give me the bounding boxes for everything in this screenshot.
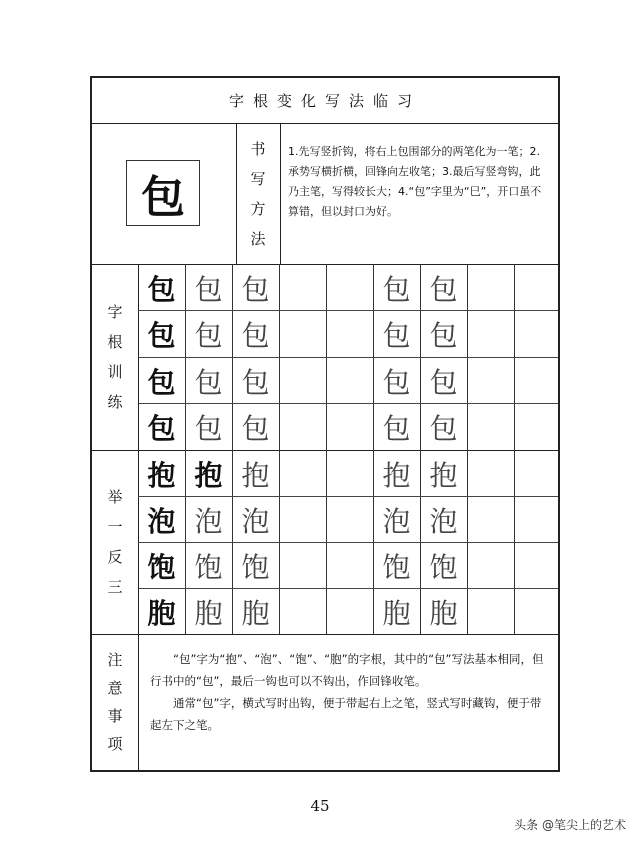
extension-label xyxy=(92,450,138,634)
label-char: 项 xyxy=(107,735,123,753)
label-char: 一 xyxy=(107,518,123,536)
practice-cell: 包 xyxy=(147,272,176,306)
label-char: 方 xyxy=(250,200,266,218)
practice-cell: 饱 xyxy=(194,550,223,584)
practice-cell: 包 xyxy=(429,365,458,399)
practice-cell: 包 xyxy=(382,411,411,445)
practice-cell: 包 xyxy=(241,318,270,352)
practice-cell: 包 xyxy=(147,318,176,352)
practice-cell: 包 xyxy=(429,318,458,352)
practice-cell: 饱 xyxy=(429,550,458,584)
practice-cell: 包 xyxy=(147,365,176,399)
notes-text xyxy=(150,648,546,736)
practice-cell: 泡 xyxy=(382,504,411,538)
method-text: 1.先写竖折钩，将右上包围部分的两笔化为一笔；2.承势写横折横，回锋向左收笔；3.最后写竖弯钩，此乃主笔，写得较长大；4.“包”字里为“巳”，开口虽不算错，但以封口为好。 xyxy=(288,145,542,218)
practice-cell: 抱 xyxy=(147,458,176,492)
practice-cell: 胞 xyxy=(194,596,223,630)
practice-cell: 胞 xyxy=(241,596,270,630)
practice-cell: 泡 xyxy=(147,504,176,538)
method-label xyxy=(236,124,280,264)
label-char: 反 xyxy=(107,548,123,566)
practice-cell: 胞 xyxy=(147,596,176,630)
practice-cell: 包 xyxy=(241,272,270,306)
label-char: 写 xyxy=(250,170,266,188)
page-number: 45 xyxy=(310,797,330,815)
practice-cell: 包 xyxy=(147,411,176,445)
label-char: 事 xyxy=(107,707,123,725)
label-char: 训 xyxy=(107,363,123,381)
grid-line xyxy=(326,264,327,634)
practice-sheet xyxy=(90,76,560,772)
practice-cell: 饱 xyxy=(382,550,411,584)
practice-cell: 包 xyxy=(194,272,223,306)
notes-paragraph: 通常“包”字，横式写时出钩，便于带起右上之笔，竖式写时藏钩，便于带起左下之笔。 xyxy=(150,696,542,732)
practice-cell: 泡 xyxy=(194,504,223,538)
practice-cell: 包 xyxy=(194,318,223,352)
label-char: 书 xyxy=(250,140,266,158)
main-character-box xyxy=(126,160,200,226)
practice-cell: 包 xyxy=(241,411,270,445)
practice-cell: 包 xyxy=(241,365,270,399)
practice-cell: 抱 xyxy=(241,458,270,492)
practice-cell: 抱 xyxy=(429,458,458,492)
notes-label xyxy=(92,634,138,770)
label-char: 举 xyxy=(107,488,123,506)
practice-cell: 抱 xyxy=(382,458,411,492)
grid-line xyxy=(467,264,468,634)
practice-cell: 饱 xyxy=(147,550,176,584)
practice-cell: 泡 xyxy=(241,504,270,538)
practice-cell: 包 xyxy=(382,365,411,399)
practice-cell: 包 xyxy=(429,272,458,306)
practice-cell: 泡 xyxy=(429,504,458,538)
label-char: 法 xyxy=(250,230,266,248)
divider xyxy=(280,124,281,264)
notes-paragraph: “包”字为“抱”、“泡”、“饱”、“胞”的字根，其中的“包”写法基本相同，但行书中的“包”，最后一钩也可以不钩出，作回锋收笔。 xyxy=(150,652,544,688)
practice-cell: 包 xyxy=(194,365,223,399)
label-char: 注 xyxy=(107,651,123,669)
label-char: 根 xyxy=(107,333,123,351)
label-char: 意 xyxy=(107,679,123,697)
grid-line xyxy=(279,264,280,634)
practice-cell: 包 xyxy=(382,318,411,352)
sheet-title: 字根变化写法临习 xyxy=(92,78,558,124)
practice-cell: 抱 xyxy=(194,458,223,492)
practice-cell: 胞 xyxy=(429,596,458,630)
practice-cell: 包 xyxy=(194,411,223,445)
practice-cell: 饱 xyxy=(241,550,270,584)
label-char: 练 xyxy=(107,393,123,411)
label-char: 字 xyxy=(107,303,123,321)
practice-cell: 胞 xyxy=(382,596,411,630)
main-character: 包 xyxy=(141,172,185,223)
practice-cell: 包 xyxy=(429,411,458,445)
root-training-label xyxy=(92,264,138,450)
watermark: 头条 @笔尖上的艺术 xyxy=(514,818,626,832)
label-char: 三 xyxy=(107,578,123,596)
practice-cell: 包 xyxy=(382,272,411,306)
grid-line xyxy=(514,264,515,634)
